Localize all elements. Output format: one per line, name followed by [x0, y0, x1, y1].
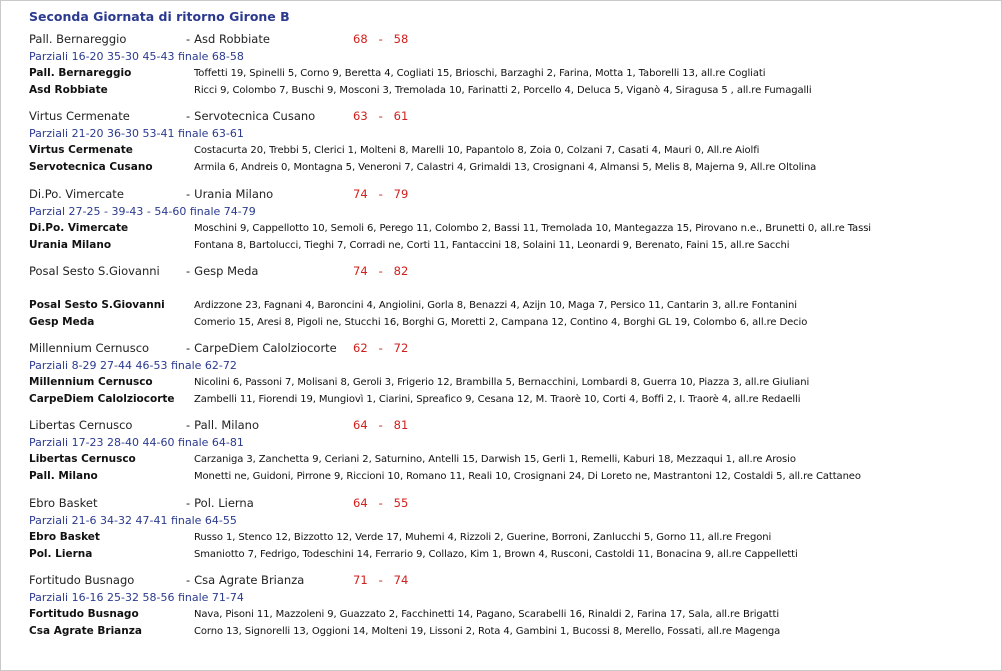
score-home: 74	[353, 264, 368, 278]
away-team: - Asd Robbiate	[186, 32, 270, 46]
away-team-name: Pol. Lierna	[194, 496, 254, 510]
roster-team: Urania Milano	[29, 239, 112, 251]
roster-team: Di.Po. Vimercate	[29, 222, 129, 234]
roster-team: Millennium Cernusco	[29, 376, 153, 388]
roster-players: Fontana 8, Bartolucci, Tieghi 7, Corradi ne, Corti 11, Fantaccini 18, Solaini 11, Leonardi 9, Berenato, Faini 15, all.re Sacchi	[194, 240, 790, 251]
roster-team: CarpeDiem Calolziocorte	[29, 393, 175, 405]
match-line	[29, 263, 989, 280]
away-team-name: Asd Robbiate	[194, 32, 270, 46]
score-home: 63	[353, 109, 368, 123]
roster-players: Moschini 9, Cappellotto 10, Semoli 6, Perego 11, Colombo 2, Bassi 11, Tremolada 10, Mantegazza 15, Pirovano n.e., Brunetti 0, all.re Tassi	[194, 223, 871, 234]
match-line	[29, 572, 989, 589]
score-home: 68	[353, 32, 368, 46]
away-team: - Urania Milano	[186, 187, 274, 201]
roster-row	[29, 159, 989, 176]
roster-players: Ardizzone 23, Fagnani 4, Baroncini 4, Angiolini, Gorla 8, Benazzi 4, Azijn 10, Maga 7, Persico 11, Cantarin 3, all.re Fontanini	[194, 300, 797, 311]
roster-players: Corno 13, Signorelli 13, Oggioni 14, Molteni 19, Lissoni 2, Rota 4, Gambini 1, Bucossi 8, Merello, Fossati, all.re Magenga	[194, 626, 781, 637]
roster-row	[29, 314, 989, 331]
score-away: 61	[393, 109, 409, 123]
away-team-name: CarpeDiem Calolziocorte	[194, 341, 337, 355]
roster-team: Libertas Cernusco	[29, 453, 136, 465]
match-line	[29, 340, 989, 357]
score-separator: -	[378, 496, 383, 510]
roster-players: Carzaniga 3, Zanchetta 9, Ceriani 2, Saturnino, Antelli 15, Darwish 15, Gerli 1, Remelli, Kaburi 18, Mezzaqui 1, all.re Arosio	[194, 454, 796, 465]
roster-players: Nicolini 6, Passoni 7, Molisani 8, Geroli 3, Frigerio 12, Brambilla 5, Bernacchini, Lombardi 8, Guerra 10, Piazza 3, all.re Giuliani	[194, 377, 810, 388]
score-separator: -	[378, 341, 383, 355]
roster-team: Servotecnica Cusano	[29, 161, 153, 173]
final-score	[353, 31, 408, 48]
game-block	[29, 572, 989, 640]
away-team-name: Urania Milano	[194, 187, 274, 201]
away-team-name: Gesp Meda	[194, 264, 259, 278]
score-separator: -	[378, 264, 383, 278]
partials-line: Parziali 16-20 35-30 45-43 finale 68-58	[29, 50, 244, 63]
partials-line	[29, 280, 989, 297]
score-separator: -	[378, 418, 383, 432]
score-separator: -	[378, 573, 383, 587]
game-block	[29, 417, 989, 485]
roster-team: Pall. Milano	[29, 470, 98, 482]
score-separator: -	[378, 32, 383, 46]
score-home: 64	[353, 418, 368, 432]
roster-row	[29, 374, 989, 391]
match-line	[29, 417, 989, 434]
roster-team: Csa Agrate Brianza	[29, 625, 142, 637]
roster-row	[29, 142, 989, 159]
roster-players: Zambelli 11, Fiorendi 19, Mungiovì 1, Ciarini, Spreafico 9, Cesana 12, M. Traorè 10, Corti 4, Boffi 2, I. Traorè 4, all.re Redaelli	[194, 394, 801, 405]
roster-players: Toffetti 19, Spinelli 5, Corno 9, Beretta 4, Cogliati 15, Brioschi, Barzaghi 2, Farina, Motta 1, Taborelli 13, all.re Cogliati	[194, 68, 766, 79]
roster-row	[29, 65, 989, 82]
score-home: 71	[353, 573, 368, 587]
score-home: 62	[353, 341, 368, 355]
roster-row	[29, 451, 989, 468]
score-home: 74	[353, 187, 368, 201]
roster-players: Russo 1, Stenco 12, Bizzotto 12, Verde 17, Muhemi 4, Rizzoli 2, Guerine, Borroni, Zanlucchi 5, Gorno 11, all.re Fregoni	[194, 532, 772, 543]
game-block	[29, 263, 989, 331]
final-score	[353, 340, 408, 357]
final-score	[353, 417, 408, 434]
match-line	[29, 495, 989, 512]
roster-row	[29, 391, 989, 408]
roster-row	[29, 237, 989, 254]
final-score	[353, 263, 408, 280]
roster-team: Gesp Meda	[29, 316, 95, 328]
roster-players: Smaniotto 7, Fedrigo, Todeschini 14, Ferrario 9, Collazo, Kim 1, Brown 4, Rusconi, Castoldi 11, Bonacina 9, all.re Cappelletti	[194, 549, 798, 560]
score-separator: -	[378, 109, 383, 123]
game-block	[29, 495, 989, 563]
roster-row	[29, 82, 989, 99]
score-home: 64	[353, 496, 368, 510]
away-team: - CarpeDiem Calolziocorte	[186, 341, 337, 355]
score-away: 72	[393, 341, 409, 355]
home-team: Posal Sesto S.Giovanni	[29, 264, 160, 278]
roster-team: Asd Robbiate	[29, 84, 108, 96]
home-team: Di.Po. Vimercate	[29, 187, 124, 201]
away-team: - Servotecnica Cusano	[186, 109, 316, 123]
roster-row	[29, 297, 989, 314]
final-score	[353, 108, 408, 125]
away-team: - Pol. Lierna	[186, 496, 254, 510]
home-team: Ebro Basket	[29, 496, 98, 510]
partials-line: Parziali 17-23 28-40 44-60 finale 64-81	[29, 436, 244, 449]
away-team: - Pall. Milano	[186, 418, 260, 432]
home-team: Virtus Cermenate	[29, 109, 130, 123]
roster-team: Pol. Lierna	[29, 548, 93, 560]
away-team-name: Servotecnica Cusano	[194, 109, 316, 123]
roster-row	[29, 623, 989, 640]
away-team: - Gesp Meda	[186, 264, 259, 278]
home-team: Millennium Cernusco	[29, 341, 150, 355]
game-block	[29, 31, 989, 99]
partials-line: Parziali 21-20 36-30 53-41 finale 63-61	[29, 127, 244, 140]
final-score	[353, 495, 408, 512]
match-line	[29, 108, 989, 125]
roster-team: Pall. Bernareggio	[29, 67, 132, 79]
away-team-name: Pall. Milano	[194, 418, 260, 432]
roster-row	[29, 468, 989, 485]
score-away: 74	[393, 573, 409, 587]
roster-team: Fortitudo Busnago	[29, 608, 139, 620]
partials-line: Parziali 21-6 34-32 47-41 finale 64-55	[29, 514, 237, 527]
roster-row	[29, 220, 989, 237]
roster-players: Costacurta 20, Trebbi 5, Clerici 1, Molteni 8, Marelli 10, Papantolo 8, Zoia 0, Colzani 7, Casati 4, Mauri 0, All.re Aiolfi	[194, 145, 760, 156]
score-away: 55	[393, 496, 409, 510]
away-team: - Csa Agrate Brianza	[186, 573, 305, 587]
score-away: 58	[393, 32, 409, 46]
roster-team: Posal Sesto S.Giovanni	[29, 299, 165, 311]
score-away: 81	[393, 418, 409, 432]
roster-players: Armila 6, Andreis 0, Montagna 5, Veneroni 7, Calastri 4, Grimaldi 13, Crosignani 4, Almansi 5, Melis 8, Majerna 9, All.re Oltolina	[194, 162, 817, 173]
score-away: 82	[393, 264, 409, 278]
game-block	[29, 340, 989, 408]
roster-row	[29, 546, 989, 563]
score-separator: -	[378, 187, 383, 201]
away-team-name: Csa Agrate Brianza	[194, 573, 305, 587]
match-line	[29, 31, 989, 48]
page-title: Seconda Giornata di ritorno Girone B	[29, 9, 290, 24]
score-away: 79	[393, 187, 409, 201]
roster-row	[29, 529, 989, 546]
partials-line: Parziali 16-16 25-32 58-56 finale 71-74	[29, 591, 244, 604]
game-block	[29, 108, 989, 176]
partials-line: Parziali 8-29 27-44 46-53 finale 62-72	[29, 359, 237, 372]
final-score	[353, 572, 408, 589]
roster-players: Monetti ne, Guidoni, Pirrone 9, Riccioni 10, Romano 11, Reali 10, Crosignani 24, Di Loreto ne, Mastrantoni 12, Costaldi 5, all.re Cattaneo	[194, 471, 861, 482]
roster-players: Comerio 15, Aresi 8, Pigoli ne, Stucchi 16, Borghi G, Moretti 2, Campana 12, Contino 4, Borghi GL 19, Colombo 6, all.re Decio	[194, 317, 808, 328]
final-score	[353, 186, 408, 203]
roster-team: Virtus Cermenate	[29, 144, 133, 156]
home-team: Fortitudo Busnago	[29, 573, 135, 587]
game-block	[29, 186, 989, 254]
roster-players: Nava, Pisoni 11, Mazzoleni 9, Guazzato 2, Facchinetti 14, Pagano, Scarabelli 16, Rinaldi 2, Farina 17, Sala, all.re Brigatti	[194, 609, 779, 620]
home-team: Libertas Cernusco	[29, 418, 133, 432]
roster-team: Ebro Basket	[29, 531, 100, 543]
partials-line: Parzial 27-25 - 39-43 - 54-60 finale 74-79	[29, 205, 256, 218]
roster-row	[29, 606, 989, 623]
roster-players: Ricci 9, Colombo 7, Buschi 9, Mosconi 3, Tremolada 10, Farinatti 2, Porcello 4, Deluca 5, Viganò 4, Siragusa 5 , all.re Fumagalli	[194, 85, 812, 96]
home-team: Pall. Bernareggio	[29, 32, 127, 46]
match-line	[29, 186, 989, 203]
